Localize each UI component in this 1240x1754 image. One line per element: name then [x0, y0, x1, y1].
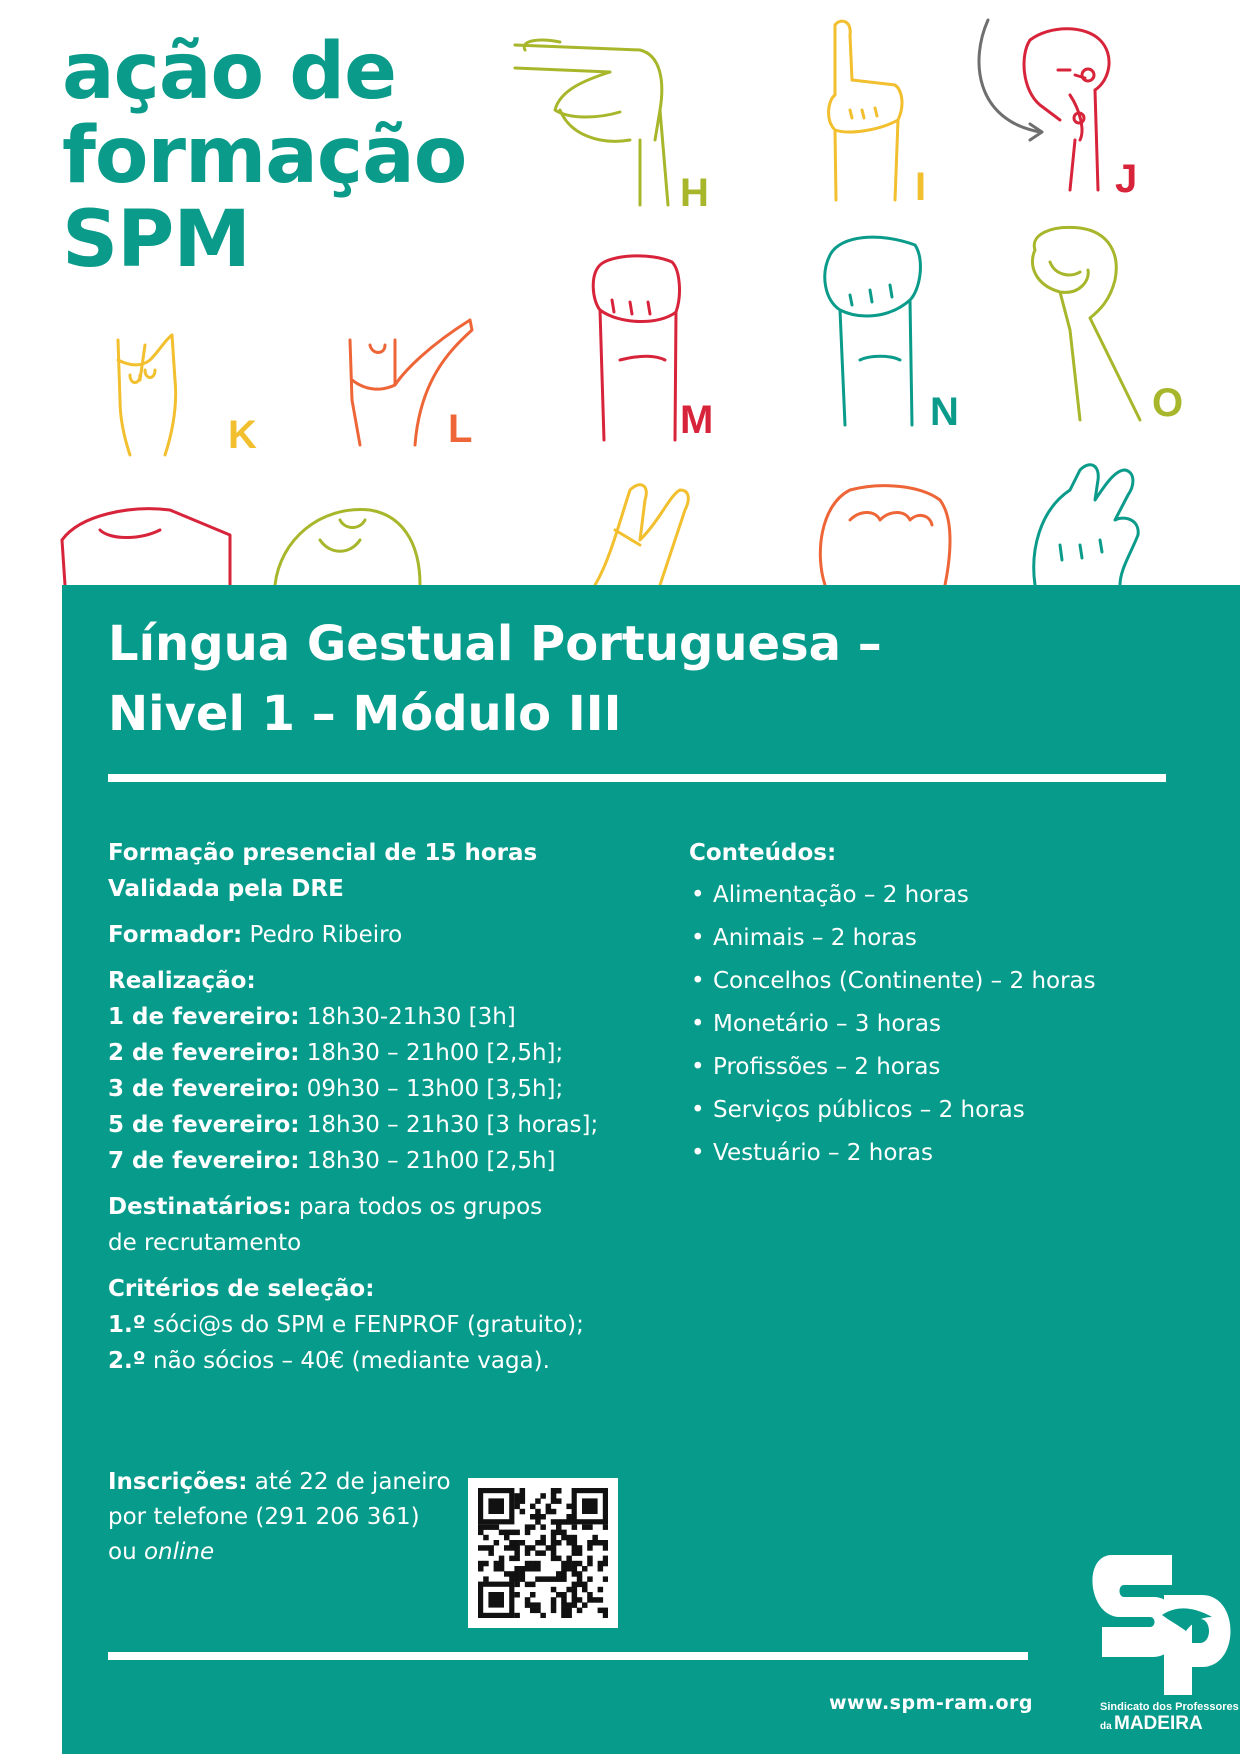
schedule-date: 5 de fevereiro: — [108, 1112, 300, 1138]
hand-h-illustration — [515, 40, 668, 205]
trainer-label: Formador: — [108, 922, 243, 948]
letter-o: O — [1152, 381, 1184, 425]
criteria-block — [108, 1271, 668, 1379]
hand-i-illustration — [829, 21, 902, 200]
letter-k: K — [228, 413, 257, 457]
list-item: • Alimentação – 2 horas — [689, 877, 1189, 913]
registration-block — [108, 1465, 468, 1570]
list-item: • Serviços públicos – 2 horas — [689, 1092, 1189, 1128]
letter-h: H — [680, 171, 709, 215]
hand-o-illustration — [1032, 227, 1140, 420]
trainer-name: Pedro Ribeiro — [249, 922, 403, 948]
logo-mark: SP — [1052, 1545, 1054, 1546]
hand-n-illustration — [825, 237, 921, 425]
letter-l: L — [448, 407, 473, 451]
spm-logo — [1052, 1545, 1240, 1735]
qr-code[interactable] — [468, 1478, 618, 1628]
schedule-time: 18h30 – 21h00 [2,5h]; — [306, 1040, 564, 1066]
audience-block — [108, 1189, 668, 1261]
audience-line1: para todos os grupos — [298, 1194, 543, 1220]
schedule-time: 18h30 – 21h30 [3 horas]; — [306, 1112, 599, 1138]
criteria-text: não sócios – 40€ (mediante vaga). — [153, 1348, 550, 1374]
course-title-line2: Nivel 1 – Módulo III — [108, 686, 622, 742]
list-item: • Animais – 2 horas — [689, 920, 1189, 956]
list-item: • Vestuário – 2 horas — [689, 1135, 1189, 1171]
criteria-text: sóci@s do SPM e FENPROF (gratuito); — [153, 1312, 584, 1338]
hero-title — [62, 27, 467, 285]
letter-j: J — [1115, 157, 1138, 201]
hand-k-illustration — [118, 335, 176, 455]
schedule-label: Realização: — [108, 968, 256, 994]
letter-n: N — [930, 390, 959, 434]
logo-line1: Sindicato dos Professores — [1100, 1701, 1239, 1713]
divider-bottom — [108, 1652, 1028, 1660]
registration-deadline: até 22 de janeiro — [254, 1469, 451, 1495]
list-item: • Monetário – 3 horas — [689, 1006, 1189, 1042]
hand-m-illustration — [593, 256, 679, 440]
criteria-number: 2.º — [108, 1348, 146, 1374]
schedule-time: 18h30-21h30 [3h] — [306, 1004, 516, 1030]
registration-online-prefix: ou — [108, 1539, 137, 1565]
schedule-time: 18h30 – 21h00 [2,5h] — [306, 1148, 556, 1174]
registration-online: online — [143, 1539, 215, 1565]
audience-label: Destinatários: — [108, 1194, 292, 1220]
schedule-date: 2 de fevereiro: — [108, 1040, 300, 1066]
contents-list — [689, 877, 1189, 1171]
schedule-block — [108, 963, 668, 1179]
format-block — [108, 835, 668, 907]
registration-label: Inscrições: — [108, 1469, 248, 1495]
hero-section — [0, 0, 1240, 585]
letter-i: I — [915, 165, 927, 209]
list-item: • Profissões – 2 horas — [689, 1049, 1189, 1085]
hero-title-line3: SPM — [62, 195, 250, 285]
registration-phone: por telefone (291 206 361) — [108, 1504, 420, 1530]
schedule-date: 7 de fevereiro: — [108, 1148, 300, 1174]
hero-title-line2: formação — [62, 111, 467, 201]
divider-top — [108, 774, 1166, 782]
website-link[interactable]: www.spm-ram.org — [829, 1692, 1033, 1714]
list-item: • Concelhos (Continente) – 2 horas — [689, 963, 1189, 999]
course-details — [108, 835, 668, 1389]
motion-arrow-icon — [979, 20, 1040, 132]
course-title-line1: Língua Gestual Portuguesa – — [108, 616, 882, 672]
course-title — [108, 609, 882, 749]
hand-j-illustration — [1024, 29, 1109, 190]
criteria-number: 1.º — [108, 1312, 146, 1338]
course-contents — [689, 835, 1189, 1178]
schedule-time: 09h30 – 13h00 [3,5h]; — [306, 1076, 564, 1102]
letter-m: M — [680, 398, 714, 442]
qr-code-icon — [478, 1488, 608, 1618]
contents-label: Conteúdos: — [689, 840, 837, 866]
hero-title-line1: ação de — [62, 27, 396, 117]
course-info-panel — [62, 585, 1240, 1754]
trainer-block — [108, 917, 668, 953]
audience-line2: de recrutamento — [108, 1230, 302, 1256]
logo-line2-prefix: da — [1100, 1721, 1112, 1732]
logo-line2: MADEIRA — [1114, 1713, 1203, 1734]
schedule-date: 1 de fevereiro: — [108, 1004, 300, 1030]
criteria-label: Critérios de seleção: — [108, 1276, 375, 1302]
format-line1: Formação presencial de 15 horas — [108, 840, 538, 866]
schedule-date: 3 de fevereiro: — [108, 1076, 300, 1102]
format-line2: Validada pela DRE — [108, 876, 344, 902]
